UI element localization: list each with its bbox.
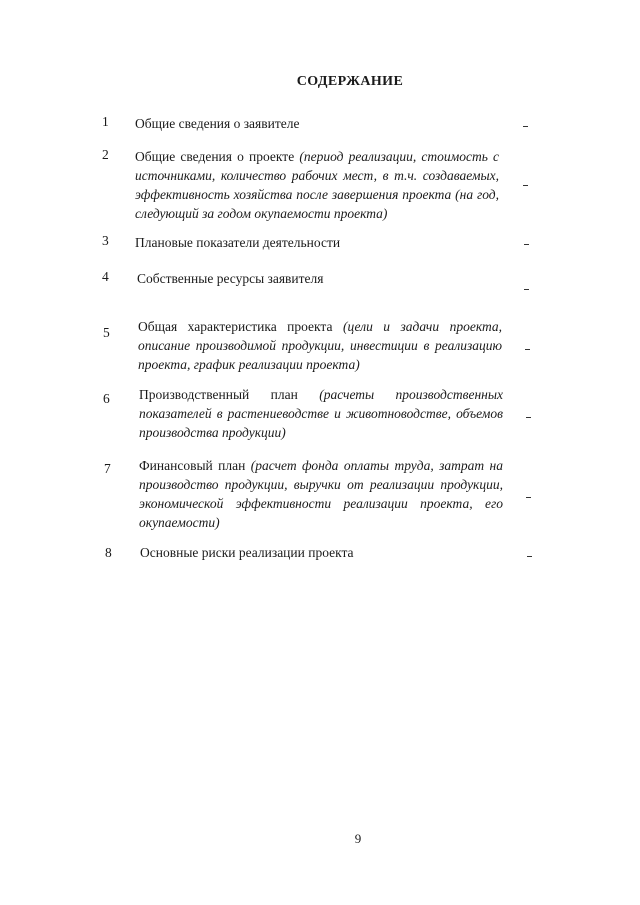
entry-page-dash: [527, 556, 532, 557]
entry-number: 2: [102, 147, 109, 162]
entry-text: [140, 543, 504, 562]
entry-note: (расчет фонда оплаты труда, затрат на производство продукции, выручки от реализации продукции, экономической эффективности реализации проекта, его окупаемости): [139, 458, 503, 530]
entry-page-dash: [524, 244, 529, 245]
entry-title: Основные риски реализации проекта: [140, 545, 354, 560]
entry-number: 7: [104, 461, 111, 476]
entry-title: Общие сведения о проекте: [135, 149, 295, 164]
entry-page-dash: [523, 126, 528, 127]
entry-note: (расчеты производственных показателей в растениеводстве и животноводстве, объемов производства продукции): [139, 387, 504, 440]
entry-number: 3: [102, 233, 109, 248]
entry-number: 1: [102, 114, 109, 129]
page-title: СОДЕРЖАНИЕ: [296, 74, 404, 89]
entry-title: Плановые показатели деятельности: [135, 235, 341, 250]
entry-title: Производственный план: [139, 387, 298, 402]
entry-note: (период реализации, стоимость с источниками, количество рабочих мест, в т.ч. создаваемых, эффективность хозяйства после завершения проекта (на год, следующий за годом окупаемости проекта): [135, 149, 500, 221]
entry-page-dash: [524, 289, 529, 290]
entry-text: [138, 317, 502, 374]
entry-text: [135, 114, 499, 133]
entry-title: Финансовый план: [139, 458, 246, 473]
entry-number: 6: [103, 391, 110, 406]
entry-number: 5: [103, 325, 110, 340]
entry-page-dash: [526, 417, 531, 418]
entry-title: Общие сведения о заявителе: [135, 116, 300, 131]
entry-text: [137, 269, 501, 288]
entry-note: (цели и задачи проекта, описание производимой продукции, инвестиции в реализацию проекта, график реализации проекта): [138, 319, 502, 372]
page-number: 9: [354, 831, 362, 846]
entry-number: 4: [102, 269, 109, 284]
entry-title: Общая характеристика проекта: [138, 319, 333, 334]
entry-text: [135, 233, 499, 252]
entry-title: Собственные ресурсы заявителя: [137, 271, 324, 286]
entry-page-dash: [523, 185, 528, 186]
entry-text: [139, 385, 503, 442]
entry-number: 8: [105, 545, 112, 560]
entry-page-dash: [526, 497, 531, 498]
entry-page-dash: [525, 349, 530, 350]
entry-text: [135, 147, 499, 223]
entry-text: [139, 456, 503, 532]
